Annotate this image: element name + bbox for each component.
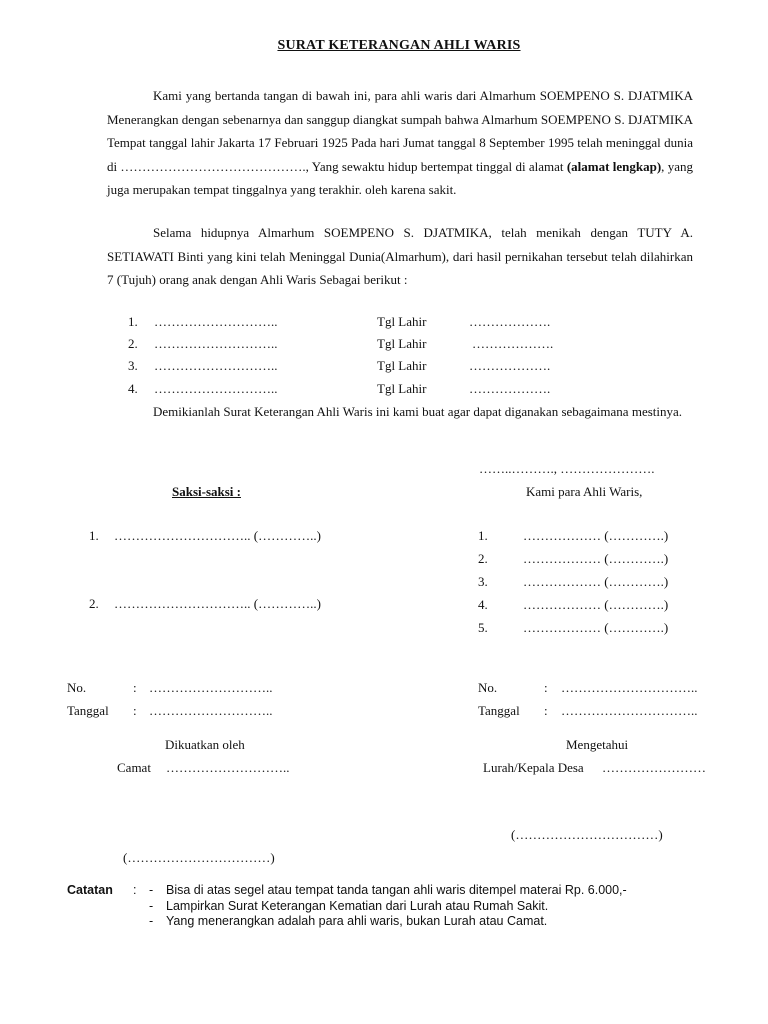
left-date-colon: : bbox=[133, 703, 137, 718]
heir-number: 5. bbox=[478, 620, 488, 635]
opening-text-end: , yang juga merupakan tempat tinggalnya yang terakhir. oleh karena sakit. bbox=[107, 158, 693, 197]
note-item: Lampirkan Surat Keterangan Kematian dari Lurah atau Rumah Sakit. bbox=[166, 899, 549, 913]
heir-number: 2. bbox=[478, 551, 488, 566]
birth-date-field: ………………. bbox=[469, 381, 551, 396]
heir-number: 4. bbox=[478, 597, 488, 612]
right-no-label: No. bbox=[478, 680, 498, 695]
heir-number: 3. bbox=[478, 574, 488, 589]
heir-signature-line: ……………… (………….) bbox=[523, 528, 669, 543]
note-item: Bisa di atas segel atau tempat tanda tangan ahli waris ditempel materai Rp. 6.000,- bbox=[166, 883, 627, 897]
closing-text: Demikianlah Surat Keterangan Ahli Waris ini kami buat agar dapat diganakan sebagaimana mestinya. bbox=[153, 404, 683, 419]
child-name-field: ……………………….. bbox=[154, 358, 278, 373]
left-date-field: ……………………….. bbox=[149, 703, 273, 718]
lurah-name-field: …………………… bbox=[602, 760, 706, 775]
witness-signature-line: ………………………….. (…………..) bbox=[114, 596, 321, 611]
lurah-label: Lurah/Kepala Desa bbox=[483, 760, 584, 775]
child-name-field: ……………………….. bbox=[154, 381, 278, 396]
witness-signature-line: ………………………….. (…………..) bbox=[114, 528, 321, 543]
lurah-signature-line: (……………………………) bbox=[511, 827, 663, 842]
witnesses-heading: Saksi-saksi : bbox=[172, 484, 241, 499]
marriage-text: Selama hidupnya Almarhum SOEMPENO S. DJATMIKA, telah menikah dengan TUTY A. SETIAWATI Binti yang kini telah Meninggal Dunia(Almarhum), dari hasil pernikahan tersebut telah dilahirkan 7 (Tujuh) orang anak dengan Ahli Waris Sebagai berikut : bbox=[107, 225, 693, 287]
list-number: 1. bbox=[128, 314, 138, 329]
birth-date-label: Tgl Lahir bbox=[377, 336, 427, 351]
left-no-colon: : bbox=[133, 680, 137, 695]
opening-paragraph bbox=[107, 84, 693, 202]
birth-date-field: ………………. bbox=[469, 314, 551, 329]
birth-date-label: Tgl Lahir bbox=[377, 358, 427, 373]
heir-number: 1. bbox=[478, 528, 488, 543]
place-date-line: ……..………., …………………. bbox=[479, 461, 655, 476]
document-title: SURAT KETERANGAN AHLI WARIS bbox=[277, 38, 521, 53]
list-bullet: - bbox=[149, 899, 154, 913]
right-date-colon: : bbox=[544, 703, 548, 718]
heir-signature-line: ……………… (………….) bbox=[523, 551, 669, 566]
right-date-field: ………………………….. bbox=[561, 703, 698, 718]
right-no-field: ………………………….. bbox=[561, 680, 698, 695]
heir-signature-line: ……………… (………….) bbox=[523, 620, 669, 635]
list-number: 3. bbox=[128, 358, 138, 373]
left-date-label: Tanggal bbox=[67, 703, 109, 718]
birth-date-label: Tgl Lahir bbox=[377, 381, 427, 396]
list-bullet: - bbox=[149, 883, 154, 897]
child-name-field: ……………………….. bbox=[154, 336, 278, 351]
birth-date-field: ………………. bbox=[472, 336, 554, 351]
address-placeholder: (alamat lengkap) bbox=[566, 158, 662, 174]
note-item: Yang menerangkan adalah para ahli waris, bukan Lurah atau Camat. bbox=[166, 914, 548, 928]
acknowledged-label: Mengetahui bbox=[566, 737, 629, 752]
birth-date-label: Tgl Lahir bbox=[377, 314, 427, 329]
left-no-field: ……………………….. bbox=[149, 680, 273, 695]
camat-label: Camat bbox=[117, 760, 151, 775]
list-bullet: - bbox=[149, 914, 154, 928]
right-no-colon: : bbox=[544, 680, 548, 695]
witness-number: 1. bbox=[89, 528, 99, 543]
heirs-heading: Kami para Ahli Waris, bbox=[526, 484, 643, 499]
closing-paragraph bbox=[107, 400, 693, 424]
notes-colon: : bbox=[133, 883, 137, 897]
left-no-label: No. bbox=[67, 680, 87, 695]
heir-signature-line: ……………… (………….) bbox=[523, 574, 669, 589]
confirmed-by-label: Dikuatkan oleh bbox=[165, 737, 245, 752]
camat-name-field: ……………………….. bbox=[166, 760, 290, 775]
birth-date-field: ………………. bbox=[469, 358, 551, 373]
notes-label: Catatan bbox=[67, 883, 113, 897]
marriage-paragraph bbox=[107, 221, 693, 292]
opening-text: Kami yang bertanda tangan di bawah ini, para ahli waris dari Almarhum SOEMPENO S. DJATMIKA Menerangkan dengan sebenarnya dan sanggup diangkat sumpah bahwa Almarhum SOEMPENO S. DJATMIKA Tempat tanggal lahir Jakarta 17 Februari 1925 Pada hari Jumat tanggal 8 September 1995 telah meninggal dunia di ……………………………………., Yang sewaktu hidup bertempat tinggal di alamat bbox=[107, 88, 693, 174]
child-name-field: ……………………….. bbox=[154, 314, 278, 329]
witness-number: 2. bbox=[89, 596, 99, 611]
list-number: 2. bbox=[128, 336, 138, 351]
right-date-label: Tanggal bbox=[478, 703, 520, 718]
list-number: 4. bbox=[128, 381, 138, 396]
heir-signature-line: ……………… (………….) bbox=[523, 597, 669, 612]
camat-signature-line: (……………………………) bbox=[123, 850, 275, 865]
